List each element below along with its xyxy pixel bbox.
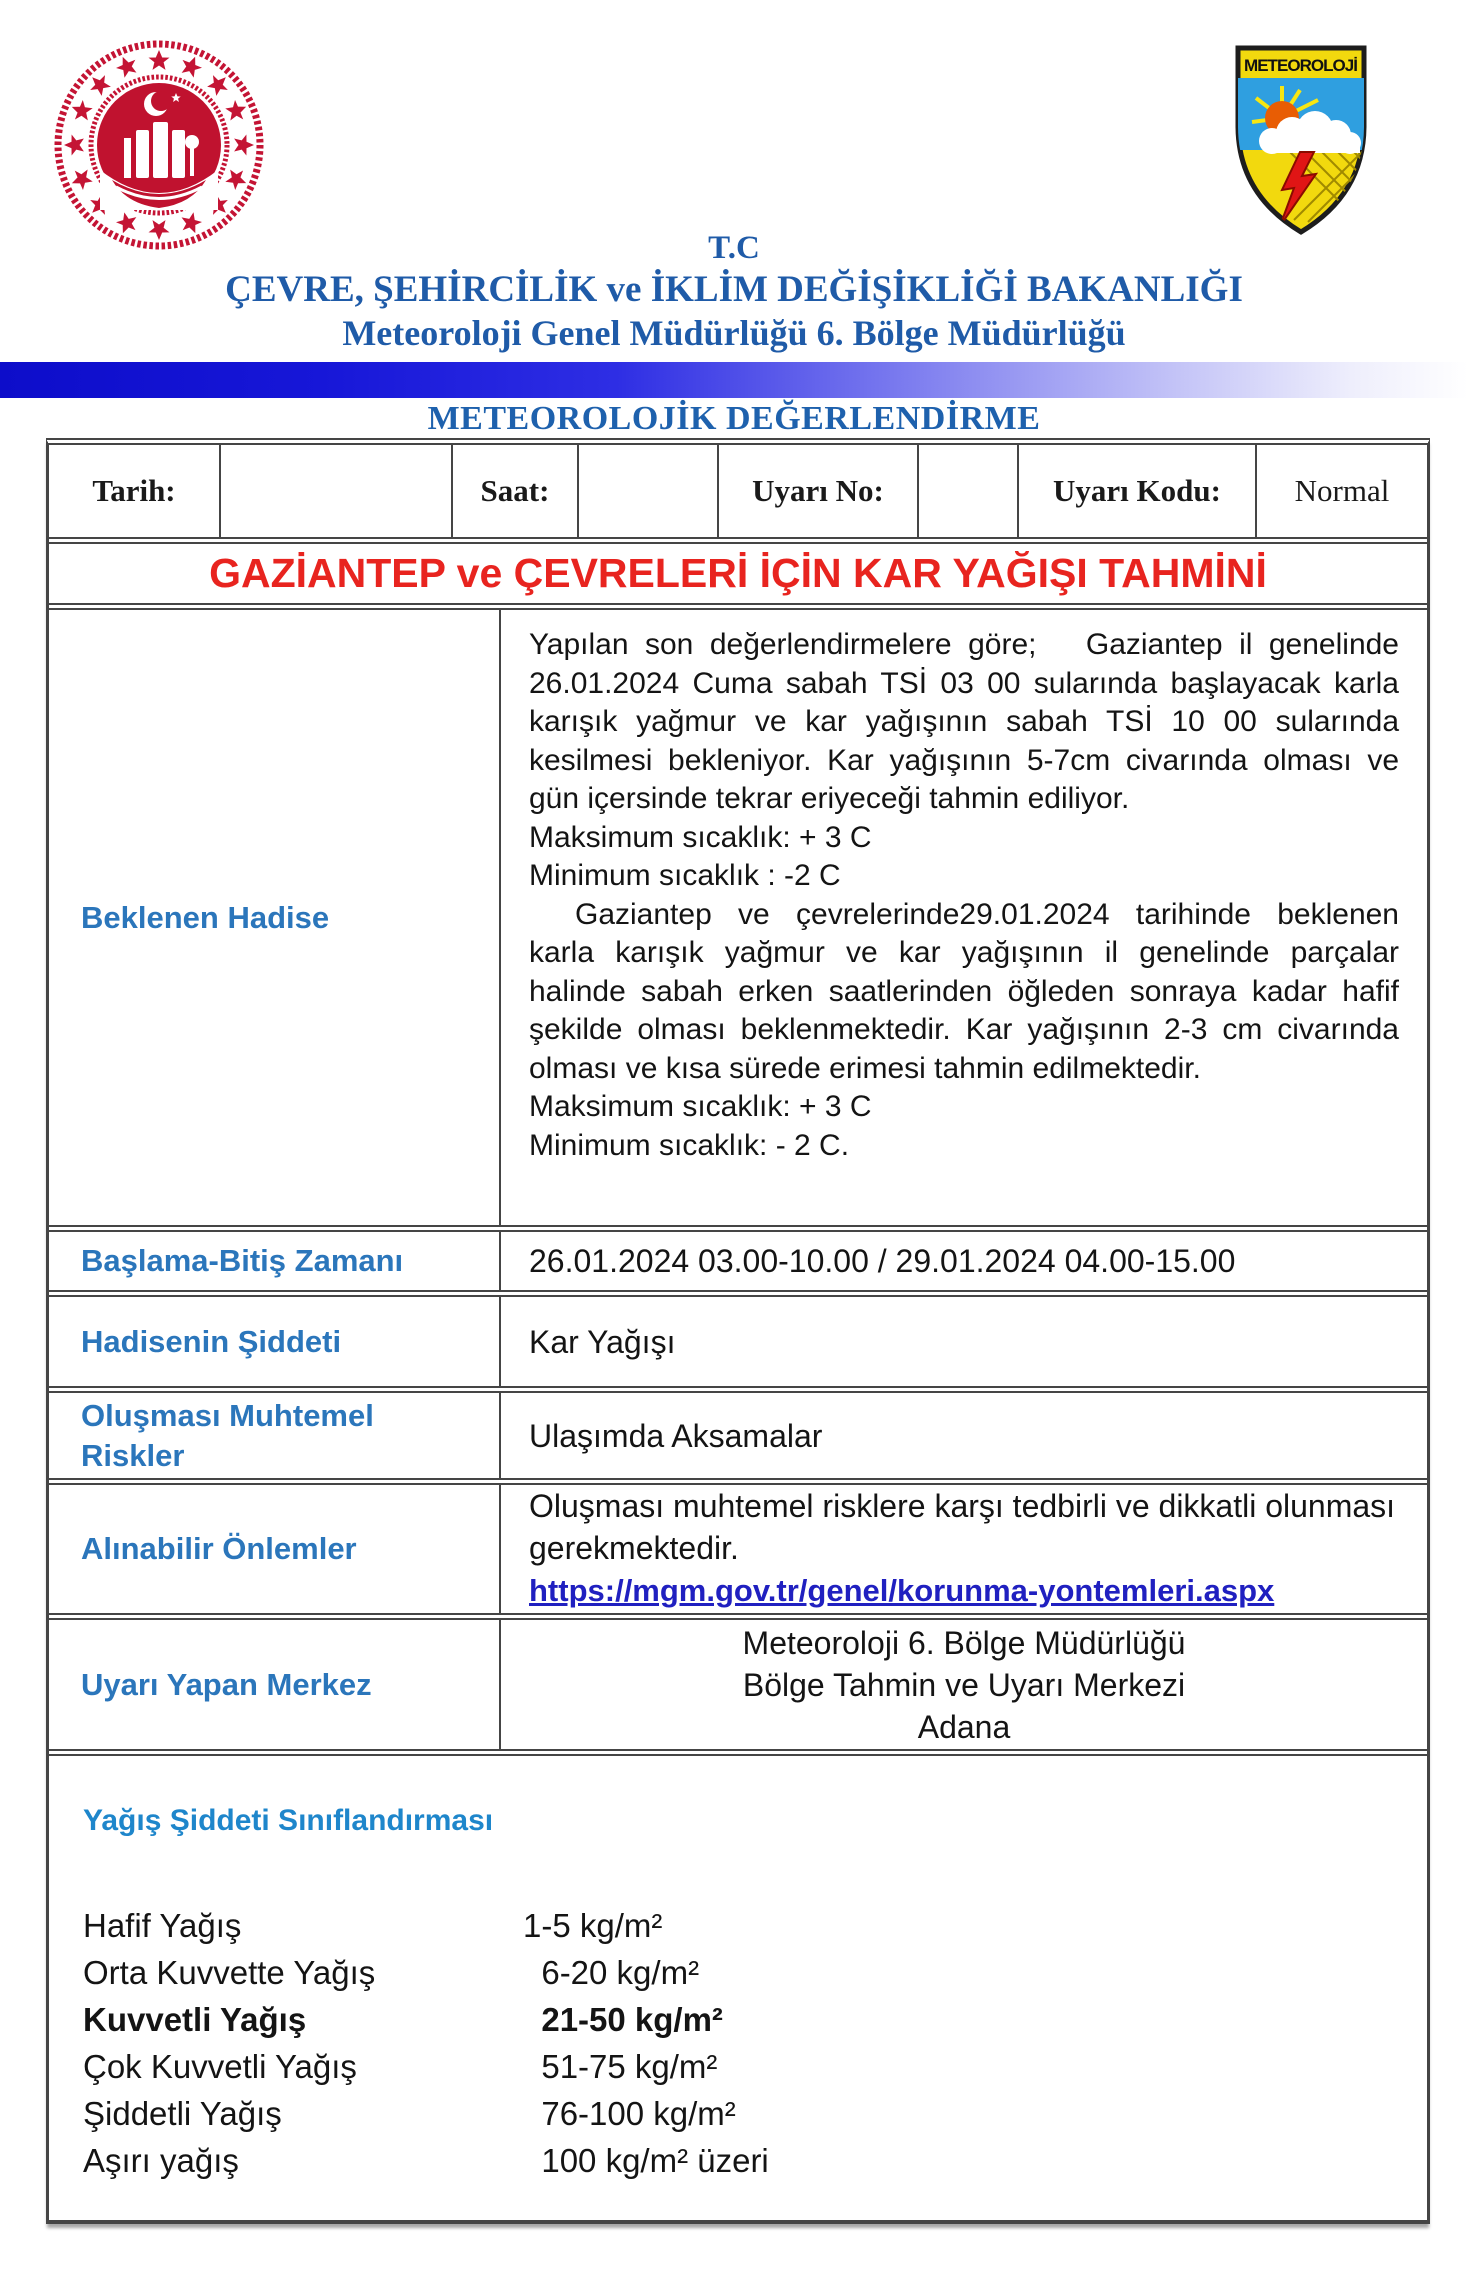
min-temp-2: Minimum sıcaklık: - 2 C. (529, 1128, 850, 1162)
alert-title: GAZİANTEP ve ÇEVRELERİ İÇİN KAR YAĞIŞI TAHMİNİ (209, 550, 1267, 596)
classification-name: Hafif Yağış (83, 1907, 242, 1944)
max-temp-2: Maksimum sıcaklık: + 3 C (529, 1090, 872, 1123)
saat-label: Saat: (453, 445, 579, 537)
max-temp-1: Maksimum sıcaklık: + 3 C (529, 820, 872, 854)
uyari-yapan-merkez-content (501, 1620, 1427, 1749)
merkez-line-3: Adana (917, 1708, 1011, 1745)
merkez-line-2: Bölge Tahmin ve Uyarı Merkezi (742, 1666, 1186, 1703)
uyari-no-value-cell (919, 445, 1019, 537)
header-ministry: ÇEVRE, ŞEHİRCİLİK ve İKLİM DEĞİŞİKLİĞİ BAKANLIĞI (225, 269, 1243, 310)
baslama-bitis-label: Başlama-Bitiş Zamanı (49, 1232, 501, 1290)
classification-name: Kuvvetli Yağış (83, 2001, 307, 2038)
document-header (0, 0, 1468, 362)
row-beklenen-hadise (49, 610, 1427, 1232)
classification-name: Şiddetli Yağış (83, 2095, 282, 2132)
ministry-logo (52, 38, 266, 252)
document-title: METEOROLOJİK DEĞERLENDİRME (427, 400, 1041, 437)
saat-value-cell (579, 445, 719, 537)
alinabilir-onlemler-label: Alınabilir Önlemler (49, 1485, 501, 1613)
row-muhtemel-riskler (49, 1393, 1427, 1485)
classification-row (83, 2137, 1399, 2184)
assessment-table (46, 438, 1430, 2224)
row-baslama-bitis (49, 1232, 1427, 1297)
shield-logo-text: METEOROLOJİ (1244, 56, 1358, 75)
row-hadisenin-siddeti (49, 1297, 1427, 1393)
classification-range: 6-20 kg/m² (523, 1954, 700, 1991)
classification-name: Orta Kuvvette Yağış (83, 1954, 376, 1991)
hadisenin-siddeti-label: Hadisenin Şiddeti (49, 1297, 501, 1386)
forecast-paragraph-1: Yapılan son değerlendirmelere göre; Gaziantep il genelinde 26.01.2024 Cuma sabah TSİ 03 00 sularında başlayacak karla karışık yağmur ve kar yağışının sabah TSİ 10 00 sularında kesilmesi bekleniyor. Kar yağışının 5-7cm civarında olması ve gün içersinde tekrar eriyeceği tahmin ediliyor. (529, 628, 1408, 815)
uyari-kodu-value: Normal (1294, 473, 1390, 508)
classification-row (83, 1949, 1399, 1996)
classification-range: 76-100 kg/m² (523, 2095, 736, 2132)
classification-range: 51-75 kg/m² (523, 2048, 718, 2085)
beklenen-hadise-content (501, 610, 1427, 1225)
classification-heading: Yağış Şiddeti Sınıflandırması (83, 1804, 494, 1837)
uyari-kodu-label: Uyarı Kodu: (1019, 445, 1257, 537)
merkez-line-1: Meteoroloji 6. Bölge Müdürlüğü (742, 1624, 1186, 1661)
tarih-value-cell (221, 445, 453, 537)
uyari-yapan-merkez-label: Uyarı Yapan Merkez (49, 1620, 501, 1749)
header-directorate: Meteoroloji Genel Müdürlüğü 6. Bölge Müdürlüğü (342, 313, 1126, 353)
muhtemel-riskler-label: Oluşması Muhtemel Riskler (49, 1393, 501, 1478)
hadisenin-siddeti-value: Kar Yağışı (529, 1323, 676, 1360)
onlemler-text: Oluşması muhtemel risklere karşı tedbirli ve dikkatli olunması gerekmektedir. (529, 1488, 1396, 1566)
uyari-no-label: Uyarı No: (719, 445, 919, 537)
classification-section (49, 1756, 1427, 2184)
beklenen-hadise-label: Beklenen Hadise (49, 610, 501, 1225)
min-temp-1: Minimum sıcaklık : -2 C (529, 859, 841, 892)
classification-name: Çok Kuvvetli Yağış (83, 2048, 357, 2085)
header-text (0, 228, 1468, 355)
header-country: T.C (708, 230, 760, 266)
baslama-bitis-value: 26.01.2024 03.00-10.00 / 29.01.2024 04.00-15.00 (529, 1243, 1236, 1279)
korunma-yontemleri-link[interactable]: https://mgm.gov.tr/genel/korunma-yontemleri.aspx (529, 1573, 1275, 1608)
row-uyari-yapan-merkez (49, 1620, 1427, 1756)
divider-bar (0, 362, 1468, 398)
row-classification (49, 1756, 1427, 2220)
meteorology-shield-logo (1230, 42, 1372, 238)
tarih-label: Tarih: (49, 445, 221, 537)
alert-title-row (49, 544, 1427, 610)
info-row (49, 445, 1427, 544)
classification-list (83, 1902, 1399, 2184)
classification-range: 21-50 kg/m² (523, 2001, 723, 2038)
classification-range: 1-5 kg/m² (523, 1907, 663, 1944)
classification-row (83, 1902, 1399, 1949)
row-alinabilir-onlemler (49, 1485, 1427, 1620)
classification-range: 100 kg/m² üzeri (523, 2142, 769, 2179)
classification-name: Aşırı yağış (83, 2142, 239, 2179)
muhtemel-riskler-value: Ulaşımda Aksamalar (529, 1417, 823, 1454)
alinabilir-onlemler-content (501, 1485, 1427, 1613)
classification-row (83, 2090, 1399, 2137)
forecast-paragraph-2: Gaziantep ve çevrelerinde29.01.2024 tarihinde beklenen karla karışık yağmur ve kar yağışının il genelinde parçalar halinde sabah erken saatlerinden öğleden sonraya kadar hafif şekilde olması beklenmektedir. Kar yağışının 2-3 cm civarında olması ve kısa sürede erimesi tahmin edilmektedir. (529, 897, 1408, 1085)
classification-row (83, 1996, 1399, 2043)
classification-row (83, 2043, 1399, 2090)
